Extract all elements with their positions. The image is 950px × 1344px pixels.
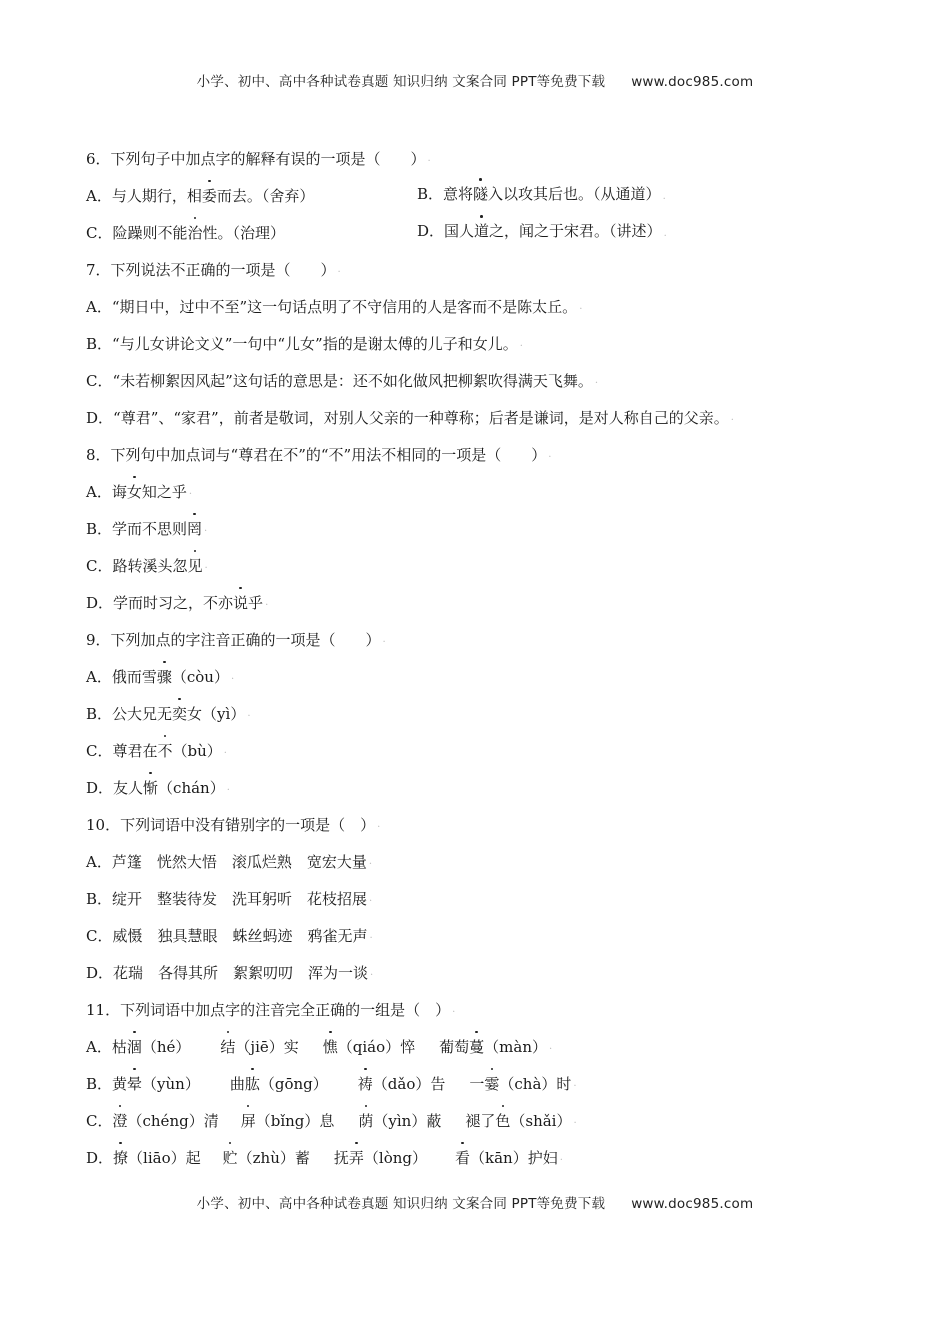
question-8-option-d: D．学而时习之，不亦 说 乎 . [86, 593, 269, 612]
page-header [0, 70, 950, 90]
question-9-stem: 9．下列加点的字注音正确的一项是（ ） . [86, 630, 386, 649]
question-7-option-a: A．“期日中，过中不至”这一句话点明了不守信用的人是客而不是陈太丘。 . [86, 297, 583, 316]
question-6-option-c: C．险躁则不能治性。（治理） [86, 223, 286, 242]
question-9-option-c: C．尊君在 不 （bù） . [86, 741, 227, 760]
question-7-option-d: D．“尊君”、“家君”，前者是敬词，对别人父亲的一种尊称；后者是谦词，是对人称自己的父亲。 . [86, 408, 734, 427]
question-8-option-c: C．路转溪头忽 见 . [86, 556, 208, 575]
question-6-option-d: D．国人道之，闻之于宋君。（讲述） . [417, 222, 667, 240]
question-10-option-d: D．花瑞 各得其所 絮絮叨叨 浑为一谈 . [86, 963, 374, 982]
question-7-option-c: C．“未若柳絮因风起”这句话的意思是：还不如化做风把柳絮吹得满天飞舞。 . [86, 371, 599, 390]
question-11-option-d: D． 撩 （liāo）起 贮 （zhù）蓄 抚 弄 （lòng） 看 （kān）护妇 . [86, 1148, 563, 1167]
question-6-options-ab [86, 177, 856, 214]
question-6-stem: 6．下列句子中加点字的解释有误的一项是（ ） . [86, 149, 431, 168]
footer-site: www.doc985.com [631, 1196, 754, 1212]
question-9-option-a: A．俄而雪 骤 （còu） . [86, 667, 235, 686]
question-11-option-c: C． 澄 （chéng）清 屏 （bǐng）息 荫 （yìn）蔽 褪了 色 （shǎi） . [86, 1111, 577, 1130]
question-7-option-b: B．“与儿女讲论文义”一句中“儿女”指的是谢太傅的儿子和女儿。 . [86, 334, 523, 353]
page-footer [0, 1192, 950, 1212]
question-6-option-b: B．意将隧入以攻其后也。（从通道） . [417, 185, 666, 203]
question-7-stem: 7．下列说法不正确的一项是（ ） . [86, 260, 341, 279]
question-11-option-b: B．黄 晕 （yùn） 曲 肱 （gōng） 祷 （dǎo）告 一 霎 （chà）时 . [86, 1074, 577, 1093]
question-10-option-a: A．芦篷 恍然大悟 滚瓜烂熟 宽宏大量 . [86, 852, 373, 871]
question-8-stem: 8．下列句中加点词与“尊君在不”的“不”用法不相同的一项是（ ） . [86, 445, 552, 464]
question-8-option-a: A．诲 女 知之乎 . [86, 482, 193, 501]
question-8-option-b: B．学而不思则 罔 . [86, 519, 208, 538]
question-9-option-b: B．公大兄无 奕 女（yì） . [86, 704, 251, 723]
question-9-option-d: D．友人 惭 （chán） . [86, 778, 230, 797]
question-6-options-cd [86, 214, 856, 251]
exam-content [86, 140, 856, 1176]
question-10-option-c: C．威慑 独具慧眼 蛛丝蚂迹 鸦雀无声 . [86, 926, 373, 945]
header-site: www.doc985.com [631, 74, 754, 90]
question-11-stem: 11．下列词语中加点字的注音完全正确的一组是（ ） . [86, 1000, 456, 1019]
question-10-option-b: B．绽开 整装待发 洗耳躬听 花枝招展 . [86, 889, 373, 908]
header-text: 小学、初中、高中各种试卷真题 知识归纳 文案合同 PPT等免费下载 [196, 74, 606, 90]
footer-text: 小学、初中、高中各种试卷真题 知识归纳 文案合同 PPT等免费下载 [196, 1196, 606, 1212]
question-6-option-a: A．与人期行，相委而去。（舍弃） [86, 186, 315, 205]
question-11-option-a: A．枯 涸 （hé） 结 （jiē）实 憔 （qiáo）悴 葡萄 蔓 （màn） . [86, 1037, 553, 1056]
question-10-stem: 10．下列词语中没有错别字的一项是（ ） . [86, 815, 381, 834]
